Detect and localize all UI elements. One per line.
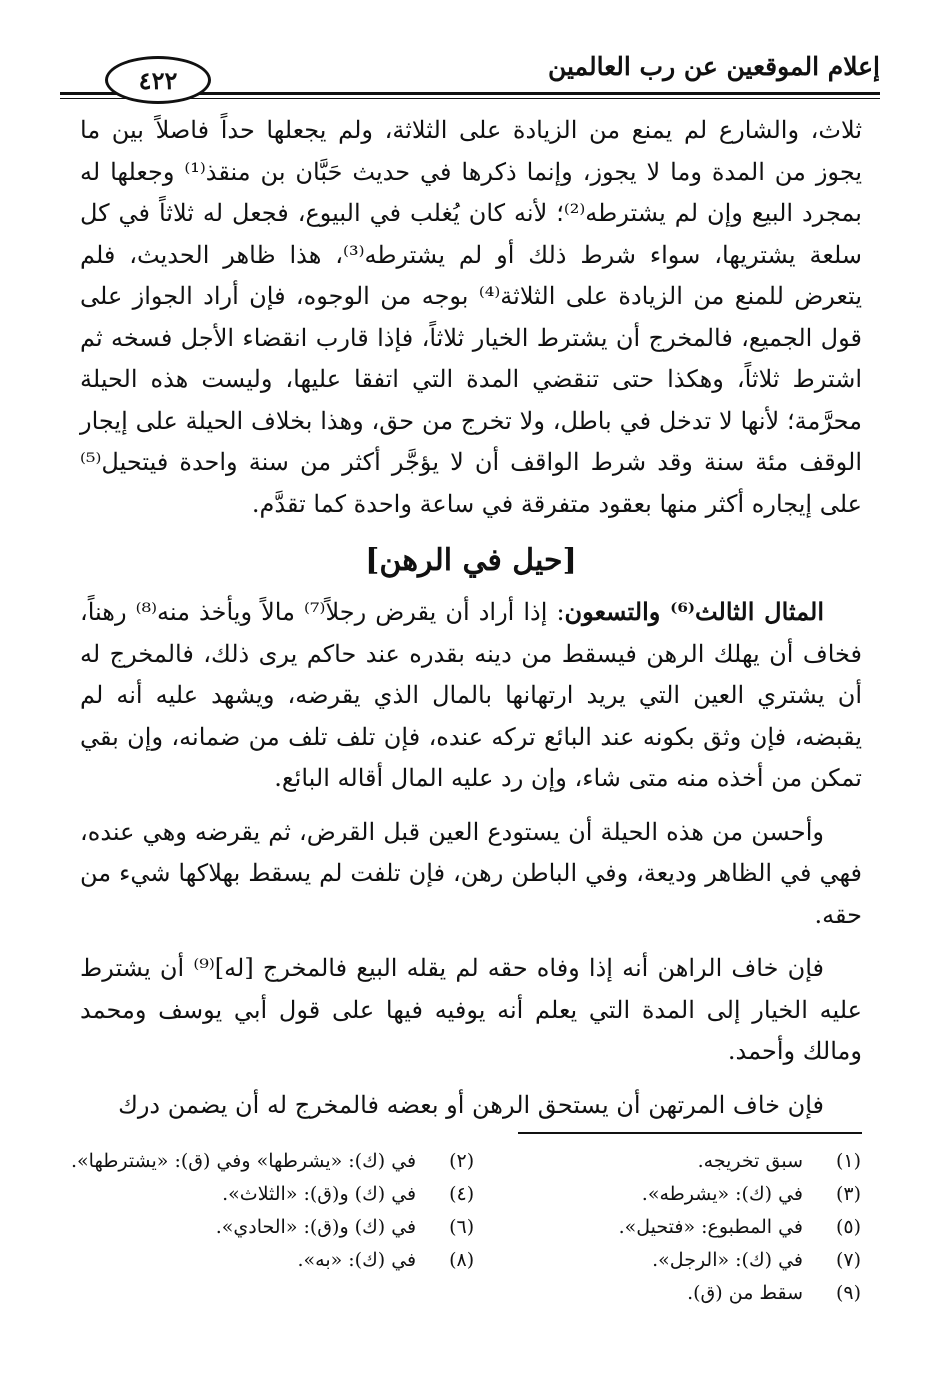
footnote [514, 1147, 861, 1176]
footnote [71, 1213, 474, 1242]
footnote-number: (١) [835, 1150, 861, 1172]
footnote-text: في (ك) و(ق): «الحادي». [215, 1216, 417, 1238]
footnote-text: سبق تخريجه. [697, 1150, 803, 1172]
footnote-rule [518, 1132, 862, 1134]
running-title: إعلام الموقعين عن رب العالمين [547, 52, 880, 81]
paragraph-3: وأحسن من هذه الحيلة أن يستودع العين قبل القرض، ثم يقرضه وهي عنده، فهي في الظاهر وديعة، وفي الباطن رهن، فإن تلفت لم يسقط بهلاكها شيء من حقه. [80, 817, 862, 929]
footnote [71, 1180, 474, 1209]
footnote [514, 1180, 861, 1209]
footnote [514, 1213, 861, 1242]
paragraph-1: ثلاث، والشارع لم يمنع من الزيادة على الثلاثة، ولم يجعلها حداً فاصلاً بين ما يجوز من المدة وما لا يجوز، وإنما ذكرها في حديث حَبَّان بن منقذ⁽¹⁾ وجعلها له بمجرد البيع وإن لم يشترطه⁽²⁾؛ لأنه كان يُغلب في البيوع، فجعل له ثلاثاً في كل سلعة يشتريها، سواء شرط ذلك أو لم يشترطه⁽³⁾، هذا ظاهر الحديث، فلم يتعرض للمنع من الزيادة على الثلاثة⁽⁴⁾ بوجه من الوجوه، فإن أراد الجواز على قول الجميع، فالمخرج أن يشترط الخيار ثلاثاً، فإذا قارب انقضاء الأجل فسخه ثم اشترط ثلاثاً، وهكذا حتى تنقضي المدة التي اتفقا عليها، وليست هذه الحيلة محرَّمة؛ لأنها لا تدخل في باطل، ولا تخرج من حق، وهذا بخلاف الحيلة على إيجار الوقف مئة سنة وقد شرط الواقف أن لا يؤجَّر أكثر من سنة واحدة فيتحيل⁽⁵⁾ على إيجاره أكثر منها بعقود متفرقة في ساعة واحدة كما تقدَّم. [80, 116, 863, 518]
paragraph-2 [80, 591, 862, 800]
body-text [80, 110, 862, 1126]
example-label: المثال الثالث⁽⁶⁾ والتسعون [564, 597, 825, 626]
footnote-number: (٤) [449, 1183, 475, 1205]
footnote [71, 1246, 474, 1275]
footnote-number: (٢) [449, 1150, 475, 1172]
footnote-text: في المطبوع: «فتحيل». [618, 1216, 803, 1238]
footnote-text: في (ك): «به». [297, 1249, 417, 1271]
paragraph-4: فإن خاف الراهن أنه إذا وفاه حقه لم يقله البيع فالمخرج [له]⁽⁹⁾ أن يشترط عليه الخيار إلى المدة التي يعلم أنه يوفيه فيها على قول أبي يوسف ومحمد ومالك وأحمد. [80, 954, 862, 1065]
footnote-number: (٧) [835, 1249, 861, 1271]
section-heading: [حيل في الرهن] [365, 543, 577, 578]
footnote-number: (٨) [449, 1249, 475, 1271]
footnote-text: في (ك): «يشرطه». [641, 1183, 803, 1205]
page-header [60, 40, 880, 100]
footnote-text: في (ك): «يشرطها» وفي (ق): «يشترطها». [71, 1150, 417, 1172]
paragraph-2-text: : إذا أراد أن يقرض رجلاً⁽⁷⁾ مالاً ويأخذ منه⁽⁸⁾ رهناً، فخاف أن يهلك الرهن فيسقط من دينه بقدره عند حاكم يرى ذلك، فالمخرج له أن يشتري العين التي يريد ارتهانها بالمال الذي يقرضه، ويشهد عليه أنه لم يقبضه، فإن وثق بكونه عند البائع تركه عنده، فإن تلف تلف من ضمانه، وإن بقي تمكن من أخذه منه متى شاء، وإن رد عليه المال أقاله البائع. [80, 598, 862, 792]
footnote [514, 1246, 861, 1275]
footnote-number: (٦) [449, 1216, 475, 1238]
footnote [514, 1279, 861, 1308]
paragraph-5: فإن خاف المرتهن أن يستحق الرهن أو بعضه فالمخرج له أن يضمن درك [118, 1090, 824, 1119]
footnotes [71, 1147, 861, 1308]
footnote-number: (٩) [835, 1282, 861, 1304]
footnote [71, 1147, 474, 1176]
footnote-number: (٥) [835, 1216, 861, 1238]
footnote-text: في (ك) و(ق): «الثلاث». [222, 1183, 417, 1205]
footnote-text: سقط من (ق). [687, 1282, 803, 1304]
footnote-text: في (ك): «الرجل». [652, 1249, 803, 1271]
page-number: ٤٢٢ [105, 56, 211, 104]
footnote-number: (٣) [835, 1183, 861, 1205]
